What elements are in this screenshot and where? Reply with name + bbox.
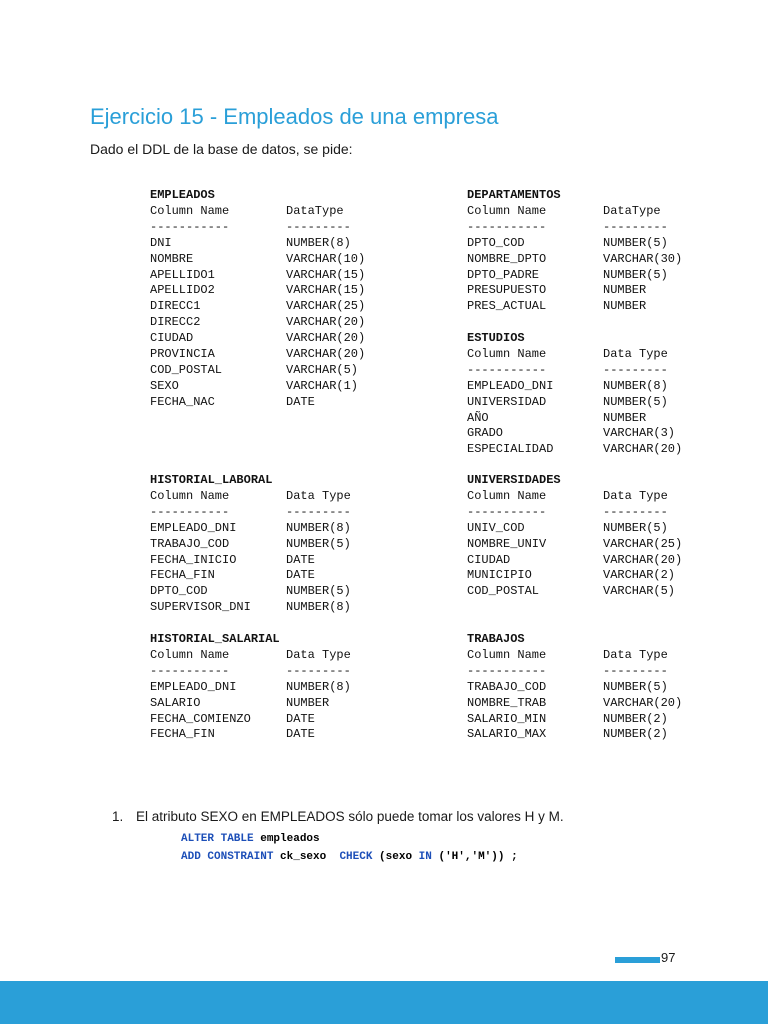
column-type: VARCHAR(25)	[286, 299, 366, 314]
column-name: FECHA_INICIO	[150, 552, 237, 567]
column-name: Column Name	[150, 647, 230, 662]
column-type: VARCHAR(15)	[286, 267, 366, 282]
column-type: NUMBER(5)	[286, 536, 351, 551]
table-row	[467, 283, 767, 299]
table-row	[150, 236, 450, 252]
column-name: APELLIDO1	[150, 267, 215, 282]
table-row	[150, 568, 450, 584]
table-row	[150, 553, 450, 569]
exercise-text: El atributo SEXO en EMPLEADOS sólo puede tomar los valores H y M.	[136, 809, 564, 824]
column-type: DataType	[286, 203, 344, 218]
table-row	[467, 568, 767, 584]
intro-text: Dado el DDL de la base de datos, se pide:	[90, 141, 353, 157]
page-number: 97	[661, 950, 676, 965]
table-header	[467, 347, 767, 363]
table-row	[467, 521, 767, 537]
column-name: Column Name	[467, 346, 547, 361]
column-type: DATE	[286, 394, 315, 409]
table-row	[467, 299, 767, 315]
column-type: ---------	[286, 219, 351, 234]
column-type: Data Type	[603, 346, 668, 361]
column-name: NOMBRE_UNIV	[467, 536, 547, 551]
table-row	[150, 395, 450, 411]
table-row	[467, 268, 767, 284]
column-type: ---------	[286, 504, 351, 519]
table-row	[467, 379, 767, 395]
table-row	[467, 537, 767, 553]
column-name: PROVINCIA	[150, 347, 215, 362]
table-row	[467, 696, 767, 712]
table-row	[467, 584, 767, 600]
column-type: NUMBER(8)	[286, 235, 351, 250]
column-type: NUMBER(8)	[286, 520, 351, 535]
column-type: VARCHAR(3)	[603, 426, 676, 441]
table-row	[150, 712, 450, 728]
table-name: EMPLEADOS	[150, 188, 215, 202]
column-type: NUMBER(5)	[603, 520, 668, 535]
table-name: TRABAJOS	[467, 632, 525, 646]
table-separator	[467, 664, 767, 680]
column-name: COD_POSTAL	[150, 362, 223, 377]
sql-keyword: IN	[418, 851, 432, 863]
table-row	[467, 411, 767, 427]
column-name: -----------	[467, 504, 547, 519]
table-row	[467, 680, 767, 696]
table-row	[467, 395, 767, 411]
table-separator	[150, 220, 450, 236]
sql-keyword: CHECK	[339, 851, 373, 863]
table-row	[467, 426, 767, 442]
exercise-item	[112, 809, 564, 824]
table-header	[467, 489, 767, 505]
table-row	[150, 379, 450, 395]
column-name: Column Name	[150, 203, 230, 218]
column-name: DIRECC1	[150, 299, 201, 314]
column-name: TRABAJO_COD	[467, 679, 547, 694]
table-row	[467, 727, 767, 743]
table-row	[150, 696, 450, 712]
column-type: NUMBER	[603, 283, 647, 298]
column-name: EMPLEADO_DNI	[467, 378, 554, 393]
column-type: NUMBER	[603, 410, 647, 425]
column-type: DATE	[286, 552, 315, 567]
table-row	[150, 283, 450, 299]
sql-text: ck_sexo	[273, 851, 340, 863]
column-name: SALARIO	[150, 695, 201, 710]
table-separator	[467, 220, 767, 236]
table-row	[150, 299, 450, 315]
column-name: -----------	[150, 663, 230, 678]
exercise-number: 1.	[112, 809, 124, 824]
column-name: FECHA_FIN	[150, 727, 215, 742]
column-type: VARCHAR(5)	[286, 362, 359, 377]
column-name: FECHA_NAC	[150, 394, 215, 409]
column-name: Column Name	[467, 647, 547, 662]
sql-keyword: ADD CONSTRAINT	[181, 851, 274, 863]
table-name: HISTORIAL_LABORAL	[150, 473, 273, 487]
table-estudios	[467, 331, 767, 458]
column-type: NUMBER(2)	[603, 711, 668, 726]
table-row	[150, 347, 450, 363]
column-type: VARCHAR(20)	[286, 347, 366, 362]
column-name: PRES_ACTUAL	[467, 299, 547, 314]
column-name: DPTO_COD	[150, 584, 208, 599]
column-name: CIUDAD	[150, 331, 194, 346]
table-name: HISTORIAL_SALARIAL	[150, 632, 280, 646]
column-type: ---------	[603, 504, 668, 519]
table-header	[150, 648, 450, 664]
column-name: EMPLEADO_DNI	[150, 679, 237, 694]
table-row	[467, 553, 767, 569]
column-type: VARCHAR(5)	[603, 584, 676, 599]
column-type: NUMBER(8)	[603, 378, 668, 393]
footer-band	[0, 981, 768, 1024]
table-row	[467, 712, 767, 728]
column-name: UNIVERSIDAD	[467, 394, 547, 409]
column-type: VARCHAR(10)	[286, 251, 366, 266]
table-name: UNIVERSIDADES	[467, 473, 561, 487]
column-type: NUMBER	[286, 695, 330, 710]
table-header	[467, 648, 767, 664]
sql-code-block	[181, 830, 518, 866]
table-row	[150, 268, 450, 284]
column-type: DATE	[286, 568, 315, 583]
column-name: NOMBRE_DPTO	[467, 251, 547, 266]
sql-keyword: ALTER TABLE	[181, 833, 254, 845]
column-type: NUMBER(8)	[286, 679, 351, 694]
column-name: MUNICIPIO	[467, 568, 532, 583]
table-empleados	[150, 188, 450, 411]
column-type: VARCHAR(15)	[286, 283, 366, 298]
table-row	[150, 680, 450, 696]
table-row	[467, 236, 767, 252]
column-name: TRABAJO_COD	[150, 536, 230, 551]
column-name: DNI	[150, 235, 172, 250]
table-trabajos	[467, 632, 767, 743]
table-historial-salarial	[150, 632, 450, 743]
column-type: VARCHAR(20)	[603, 552, 683, 567]
column-type: VARCHAR(1)	[286, 378, 359, 393]
column-name: FECHA_FIN	[150, 568, 215, 583]
column-type: ---------	[286, 663, 351, 678]
column-name: Column Name	[467, 488, 547, 503]
table-header	[150, 204, 450, 220]
column-type: VARCHAR(20)	[286, 331, 366, 346]
column-name: -----------	[150, 219, 230, 234]
column-name: APELLIDO2	[150, 283, 215, 298]
column-type: NUMBER(2)	[603, 727, 668, 742]
table-header	[150, 489, 450, 505]
column-name: NOMBRE	[150, 251, 194, 266]
table-row	[150, 600, 450, 616]
table-separator	[467, 363, 767, 379]
column-name: DPTO_COD	[467, 235, 525, 250]
column-name: -----------	[150, 504, 230, 519]
table-departamentos	[467, 188, 767, 315]
table-row	[150, 537, 450, 553]
sql-text: (sexo	[372, 851, 419, 863]
column-name: COD_POSTAL	[467, 584, 540, 599]
column-type: VARCHAR(25)	[603, 536, 683, 551]
column-name: PRESUPUESTO	[467, 283, 547, 298]
column-type: VARCHAR(30)	[603, 251, 683, 266]
table-row	[150, 521, 450, 537]
column-type: NUMBER	[603, 299, 647, 314]
column-name: CIUDAD	[467, 552, 511, 567]
column-name: DIRECC2	[150, 315, 201, 330]
table-header	[467, 204, 767, 220]
column-type: VARCHAR(20)	[286, 315, 366, 330]
column-name: GRADO	[467, 426, 504, 441]
column-name: -----------	[467, 362, 547, 377]
column-type: NUMBER(5)	[603, 235, 668, 250]
column-type: Data Type	[286, 647, 351, 662]
column-type: DATE	[286, 727, 315, 742]
column-type: ---------	[603, 362, 668, 377]
table-row	[150, 331, 450, 347]
column-name: NOMBRE_TRAB	[467, 695, 547, 710]
column-name: AÑO	[467, 410, 489, 425]
table-separator	[150, 505, 450, 521]
table-name: DEPARTAMENTOS	[467, 188, 561, 202]
page-title: Ejercicio 15 - Empleados de una empresa	[90, 104, 499, 129]
column-type: VARCHAR(20)	[603, 442, 683, 457]
column-type: ---------	[603, 663, 668, 678]
column-name: SEXO	[150, 378, 179, 393]
column-type: NUMBER(8)	[286, 600, 351, 615]
column-name: ESPECIALIDAD	[467, 442, 554, 457]
table-row	[467, 442, 767, 458]
table-name: ESTUDIOS	[467, 331, 525, 345]
column-name: UNIV_COD	[467, 520, 525, 535]
column-type: VARCHAR(2)	[603, 568, 676, 583]
column-name: EMPLEADO_DNI	[150, 520, 237, 535]
column-type: Data Type	[603, 647, 668, 662]
column-type: NUMBER(5)	[603, 394, 668, 409]
table-row	[150, 252, 450, 268]
sql-text: empleados	[253, 833, 320, 845]
column-name: SUPERVISOR_DNI	[150, 600, 251, 615]
table-row	[150, 363, 450, 379]
table-row	[150, 727, 450, 743]
column-type: NUMBER(5)	[603, 679, 668, 694]
column-type: ---------	[603, 219, 668, 234]
column-type: Data Type	[603, 488, 668, 503]
column-name: FECHA_COMIENZO	[150, 711, 251, 726]
column-type: NUMBER(5)	[603, 267, 668, 282]
column-type: VARCHAR(20)	[603, 695, 683, 710]
table-row	[150, 315, 450, 331]
column-name: Column Name	[150, 488, 230, 503]
column-type: Data Type	[286, 488, 351, 503]
table-separator	[467, 505, 767, 521]
column-name: SALARIO_MAX	[467, 727, 547, 742]
column-type: DATE	[286, 711, 315, 726]
column-name: SALARIO_MIN	[467, 711, 547, 726]
column-name: DPTO_PADRE	[467, 267, 540, 282]
column-name: -----------	[467, 663, 547, 678]
table-separator	[150, 664, 450, 680]
sql-text: ('H','M')) ;	[431, 851, 518, 863]
column-name: -----------	[467, 219, 547, 234]
table-row	[467, 252, 767, 268]
table-universidades	[467, 473, 767, 600]
table-row	[150, 584, 450, 600]
table-historial-laboral	[150, 473, 450, 616]
page-number-bar	[615, 957, 660, 963]
column-name: Column Name	[467, 203, 547, 218]
column-type: DataType	[603, 203, 661, 218]
column-type: NUMBER(5)	[286, 584, 351, 599]
